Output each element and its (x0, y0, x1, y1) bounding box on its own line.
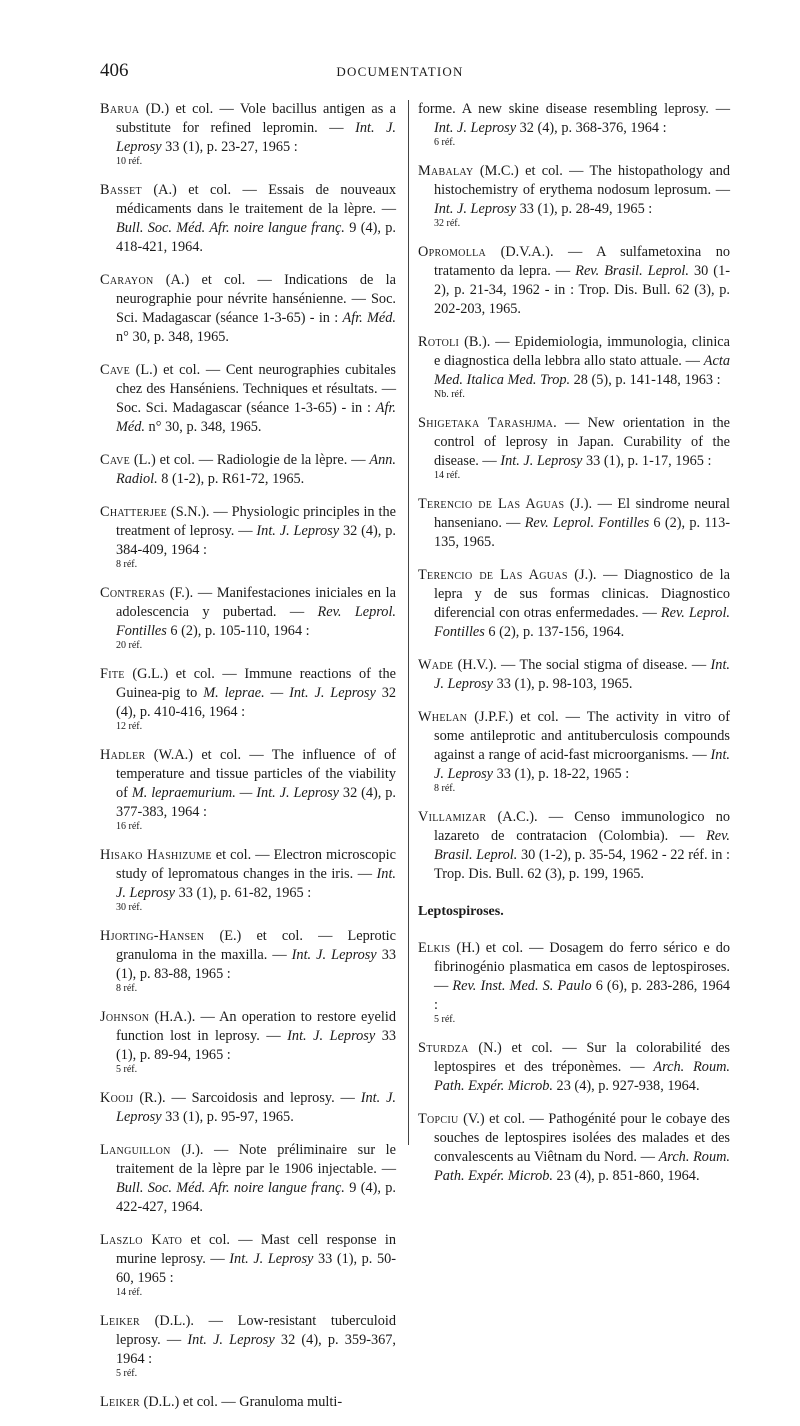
bibliography-entry (418, 708, 730, 794)
entry-citation: 6 (2), p. 113-135, 1965. (434, 515, 730, 550)
entry-citation: 28 (5), p. 141-148, 1963 : (570, 372, 721, 388)
entry-journal: Acta Med. Italica Med. Trop. (434, 353, 730, 388)
entry-citation: 33 (1), p. 98-103, 1965. (493, 676, 633, 692)
section-title: Leptospiroses. (418, 904, 504, 919)
entry-citation: 30 (1-2), p. 21-34, 1962 - in : Trop. Dis. Bull. 62 (3), p. 202-203, 1965. (434, 263, 730, 317)
bibliography-entry (100, 1089, 396, 1127)
entry-author: Johnson (100, 1009, 150, 1025)
entry-references: 6 réf. (434, 137, 456, 148)
entry-journal: Int. J. Leprosy (116, 120, 396, 155)
entry-title: (A.C.). — Censo immunologico no lazareto de contratacion (Colombia). — (434, 809, 730, 844)
entry-author: Contreras (100, 585, 166, 601)
entry-title: (E.) et col. — Leprotic granuloma in the maxilla. — (116, 928, 396, 963)
entry-citation: 32 (4), p. 368-376, 1964 : (516, 120, 667, 136)
entry-references: 12 réf. (116, 721, 143, 732)
entry-title: (L.) et col. — Radiologie de la lèpre. — (130, 452, 370, 468)
entry-citation: 33 (1), p. 50-60, 1965 : (116, 1251, 397, 1286)
bibliography-entry (100, 1141, 396, 1217)
entry-author: Elkis (418, 940, 451, 956)
entry-journal: Int. J. Leprosy (434, 657, 730, 692)
entry-references: 8 réf. (116, 559, 138, 570)
bibliography-entry (100, 451, 396, 489)
entry-journal: Int. J. Leprosy (116, 866, 396, 901)
bibliography-entry (100, 846, 396, 913)
entry-citation: 8 (1-2), p. R61-72, 1965. (157, 471, 305, 487)
entry-citation: 33 (1), p. 23-27, 1965 : (161, 139, 298, 155)
entry-title: (J.). — Diagnostico de la lepra y de sus formas clinicas. Diagnostico diferencial con otras enfermedades. — (434, 567, 730, 621)
entry-journal: Int. J. Leprosy (116, 1090, 397, 1125)
entry-author: Leiker (100, 1394, 140, 1410)
entry-references: 5 réf. (116, 1064, 138, 1075)
entry-author: Rotoli (418, 334, 460, 350)
entry-citation: 23 (4), p. 851-860, 1964. (552, 1168, 700, 1184)
bibliography-entry (418, 808, 730, 884)
entry-journal: Rev. Leprol. Fontilles (434, 605, 730, 640)
bibliography-entry (418, 495, 730, 552)
entry-citation: 9 (4), p. 422-427, 1964. (116, 1180, 396, 1215)
entry-journal: Bull. Soc. Méd. Afr. noire langue franç. (116, 1180, 345, 1196)
entry-title: (N.) et col. — Sur la colorabilité des leptospires et des tréponèmes. — (434, 1040, 730, 1075)
bibliography-entry (100, 271, 396, 347)
entry-title: (W.A.) et col. — The influence of of temperature and tissue particles of the viability of (116, 747, 396, 801)
bibliography-entry (418, 566, 730, 642)
bibliography-entry (100, 1008, 396, 1075)
entry-title: (R.). — Sarcoidosis and leprosy. — (133, 1090, 361, 1106)
entry-title: (J.). — Note préliminaire sur le traitement de la lèpre par le 1906 injectable. — (116, 1142, 396, 1177)
entry-citation: 32 (4), p. 384-409, 1964 : (116, 523, 396, 558)
entry-citation: 32 (4), p. 359-367, 1964 : (116, 1332, 396, 1367)
entry-references: Nb. réf. (434, 389, 465, 400)
column-divider (408, 100, 409, 1145)
entry-author: Hadler (100, 747, 146, 763)
entry-author: Villamizar (418, 809, 487, 825)
entry-author: Chatterjee (100, 504, 167, 520)
entry-title: forme. A new skine disease resembling leprosy. — (418, 101, 730, 117)
entry-citation: 33 (1), p. 1-17, 1965 : (582, 453, 712, 469)
entry-journal: Afr. Méd. (342, 310, 397, 326)
entry-citation: 9 (4), p. 418-421, 1964. (116, 220, 396, 255)
bibliography-entry (418, 1110, 730, 1186)
entry-references: 5 réf. (116, 1368, 138, 1379)
entry-citation: 6 (2), p. 105-110, 1964 : (166, 623, 310, 639)
entry-title: (D.V.A.). — A sulfametoxina no tratamento da lepra. — (434, 244, 730, 279)
entry-author: Terencio de Las Aguas (418, 496, 565, 512)
bibliography-entry (418, 100, 730, 148)
right-column (418, 100, 730, 1200)
entry-author: Hisako Hashizume (100, 847, 212, 863)
entry-citation: 33 (1), p. 61-82, 1965 : (175, 885, 312, 901)
left-column (100, 100, 396, 1426)
entry-journal: Rev. Leprol. Fontilles (524, 515, 650, 531)
bibliography-entry (418, 414, 730, 481)
entry-title: (D.L.) et col. — Granuloma multi- (139, 1394, 343, 1410)
bibliography-entry (100, 100, 396, 167)
entry-title: (G.L.) et col. — Immune reactions of the Guinea-pig to (116, 666, 396, 701)
entry-author: Sturdza (418, 1040, 469, 1056)
entry-citation: 33 (1), p. 18-22, 1965 : (493, 766, 630, 782)
entry-citation: 33 (1), p. 28-49, 1965 : (516, 201, 653, 217)
bibliography-entry (100, 584, 396, 651)
entry-journal: Int. J. Leprosy (434, 201, 517, 217)
entry-author: Topciu (418, 1111, 459, 1127)
entry-journal: Rev. Inst. Med. S. Paulo (452, 978, 592, 994)
entry-citation: 32 (4), p. 410-416, 1964 : (116, 685, 397, 720)
entry-title: (A.) et col. — Essais de nouveaux médicaments dans le traitement de la lèpre. — (116, 182, 396, 217)
entry-author: Hjorting-Hansen (100, 928, 205, 944)
entry-journal: M. lepraemurium. — Int. J. Leprosy (131, 785, 340, 801)
entry-journal: Int. J. Leprosy (434, 747, 730, 782)
entry-author: Terencio de Las Aguas (418, 567, 568, 583)
entry-author: Languillon (100, 1142, 171, 1158)
entry-title: (H.V.). — The social stigma of disease. — (453, 657, 711, 673)
entry-journal: Int. J. Leprosy (187, 1332, 275, 1348)
entry-references: 10 réf. (116, 156, 143, 167)
entry-references: 32 réf. (434, 218, 461, 229)
entry-title: (B.). — Epidemiologia, immunologia, clinica e diagnostica della lebbra allo stato attuale. — (434, 334, 730, 369)
entry-references: 30 réf. (116, 902, 143, 913)
entry-journal: Int. J. Leprosy (287, 1028, 376, 1044)
entry-title: (H.A.). — An operation to restore eyelid function lost in leprosy. — (116, 1009, 396, 1044)
entry-title: (J.). — El sindrome neural hanseniano. — (434, 496, 730, 531)
entry-journal: Int. J. Leprosy (434, 120, 517, 136)
bibliography-entry (100, 181, 396, 257)
entry-title: (S.N.). — Physiologic principles in the treatment of leprosy. — (116, 504, 396, 539)
bibliography-entry (100, 927, 396, 994)
entry-author: Laszlo Kato (100, 1232, 183, 1248)
entry-title: et col. — Mast cell response in murine leprosy. — (116, 1232, 396, 1267)
entry-title: . — New orientation in the control of leprosy in Japan. Curability of the disease. — (434, 415, 730, 469)
entry-author: Fite (100, 666, 125, 682)
entry-author: Opromolla (418, 244, 487, 260)
entry-journal: Int. J. Leprosy (500, 453, 583, 469)
entry-journal: Afr. Méd. (116, 400, 396, 435)
entry-title: (V.) et col. — Pathogénité pour le cobaye des souches de leptospires isolées des malades et des convalescents au Viêtnam du Nord. — (434, 1111, 730, 1165)
bibliography-entry (418, 1039, 730, 1096)
entry-journal: Ann. Radiol. (116, 452, 396, 487)
entry-journal: Int. J. Leprosy (229, 1251, 314, 1267)
entry-journal: Arch. Roum. Path. Expér. Microb. (434, 1059, 730, 1094)
entry-references: 8 réf. (434, 783, 456, 794)
entry-author: Leiker (100, 1313, 140, 1329)
entry-author: Cave (100, 452, 130, 468)
entry-title: (A.) et col. — Indications de la neurographie pour névrite hansénienne. — Soc. Sci. Madagascar (séance 1-3-65) - in : (116, 272, 396, 326)
entry-title: (F.). — Manifestaciones iniciales en la adolescencia y pubertad. — (116, 585, 396, 620)
entry-title: (D.L.). — Low-resistant tuberculoid leprosy. — (116, 1313, 396, 1348)
entry-title: (L.) et col. — Cent neurographies cubitales chez des Hanséniens. Techniques et résultats. — Soc. Sci. Madagascar (séance 1-3-65) - in : (116, 362, 396, 416)
entry-title: (J.P.F.) et col. — The activity in vitro of some antileprotic and antituberculosis compounds against a range of acid-fast microorganisms. — (434, 709, 730, 763)
entry-citation: 33 (1), p. 83-88, 1965 : (116, 947, 397, 982)
entry-references: 8 réf. (116, 983, 138, 994)
bibliography-entry (100, 361, 396, 437)
bibliography-entry (100, 1393, 396, 1412)
entry-citation: 32 (4), p. 377-383, 1964 : (116, 785, 396, 820)
entry-journal: Rev. Brasil. Leprol. (434, 828, 730, 863)
entry-author: Kooij (100, 1090, 134, 1106)
entry-references: 16 réf. (116, 821, 143, 832)
entry-citation: 6 (2), p. 137-156, 1964. (484, 624, 625, 640)
entry-title: (D.) et col. — Vole bacillus antigen as a substitute for refined lepromin. — (116, 101, 396, 136)
entry-title: et col. — Electron microscopic study of lepromatous changes in the iris. — (116, 847, 396, 882)
bibliography-entry (418, 243, 730, 319)
bibliography-entry (100, 1231, 396, 1298)
entry-citation: 30 (1-2), p. 35-54, 1962 - 22 réf. in : Trop. Dis. Bull. 62 (3), p. 199, 1965. (434, 847, 730, 882)
entry-references: 20 réf. (116, 640, 143, 651)
page-number: 406 (100, 60, 129, 81)
entry-citation: 23 (4), p. 927-938, 1964. (552, 1078, 700, 1094)
entry-title: (H.) et col. — Dosagem do ferro sérico e do fibrinogénio plasmatica em casos de leptospiroses. — (434, 940, 730, 994)
entry-author: Cave (100, 362, 130, 378)
bibliography-entry (100, 665, 396, 732)
entry-journal: Arch. Roum. Path. Expér. Microb. (434, 1149, 730, 1184)
entry-author: Mabalay (418, 163, 474, 179)
entry-author: Barua (100, 101, 140, 117)
entry-citation: 33 (1), p. 95-97, 1965. (161, 1109, 294, 1125)
page-header (100, 60, 700, 90)
entry-citation: n° 30, p. 348, 1965. (116, 329, 229, 345)
entry-journal: Int. J. Leprosy (291, 947, 377, 963)
entry-journal: Bull. Soc. Méd. Afr. noire langue franç. (116, 220, 345, 236)
entry-citation: 33 (1), p. 89-94, 1965 : (116, 1028, 397, 1063)
entry-title: (M.C.) et col. — The histopathology and histochemistry of erythema nodosum leprosum. — (434, 163, 730, 198)
bibliography-entry (418, 939, 730, 1025)
entry-journal: Rev. Leprol. Fontilles (116, 604, 396, 639)
entry-journal: Rev. Brasil. Leprol. (575, 263, 689, 279)
entry-author: Carayon (100, 272, 154, 288)
entry-author: Basset (100, 182, 142, 198)
entry-citation: 6 (6), p. 283-286, 1964 : (434, 978, 731, 1013)
right-column-entries (418, 100, 730, 884)
entry-references: 14 réf. (116, 1287, 143, 1298)
entry-citation: n° 30, p. 348, 1965. (144, 419, 262, 435)
entry-author: Shigetaka Tarashjma (418, 415, 554, 431)
entry-author: Wade (418, 657, 454, 673)
leptospiroses-entries (418, 939, 730, 1186)
entry-author: Whelan (418, 709, 468, 725)
bibliography-entry (418, 162, 730, 229)
bibliography-entry (418, 656, 730, 694)
entry-journal: Int. J. Leprosy (256, 523, 340, 539)
bibliography-entry (100, 1312, 396, 1379)
entry-references: 5 réf. (434, 1014, 456, 1025)
entry-journal: M. leprae. — Int. J. Leprosy (203, 685, 376, 701)
bibliography-entry (100, 746, 396, 832)
running-title: DOCUMENTATION (336, 64, 464, 79)
entry-references: 14 réf. (434, 470, 461, 481)
bibliography-entry (418, 333, 730, 400)
bibliography-entry (100, 503, 396, 570)
